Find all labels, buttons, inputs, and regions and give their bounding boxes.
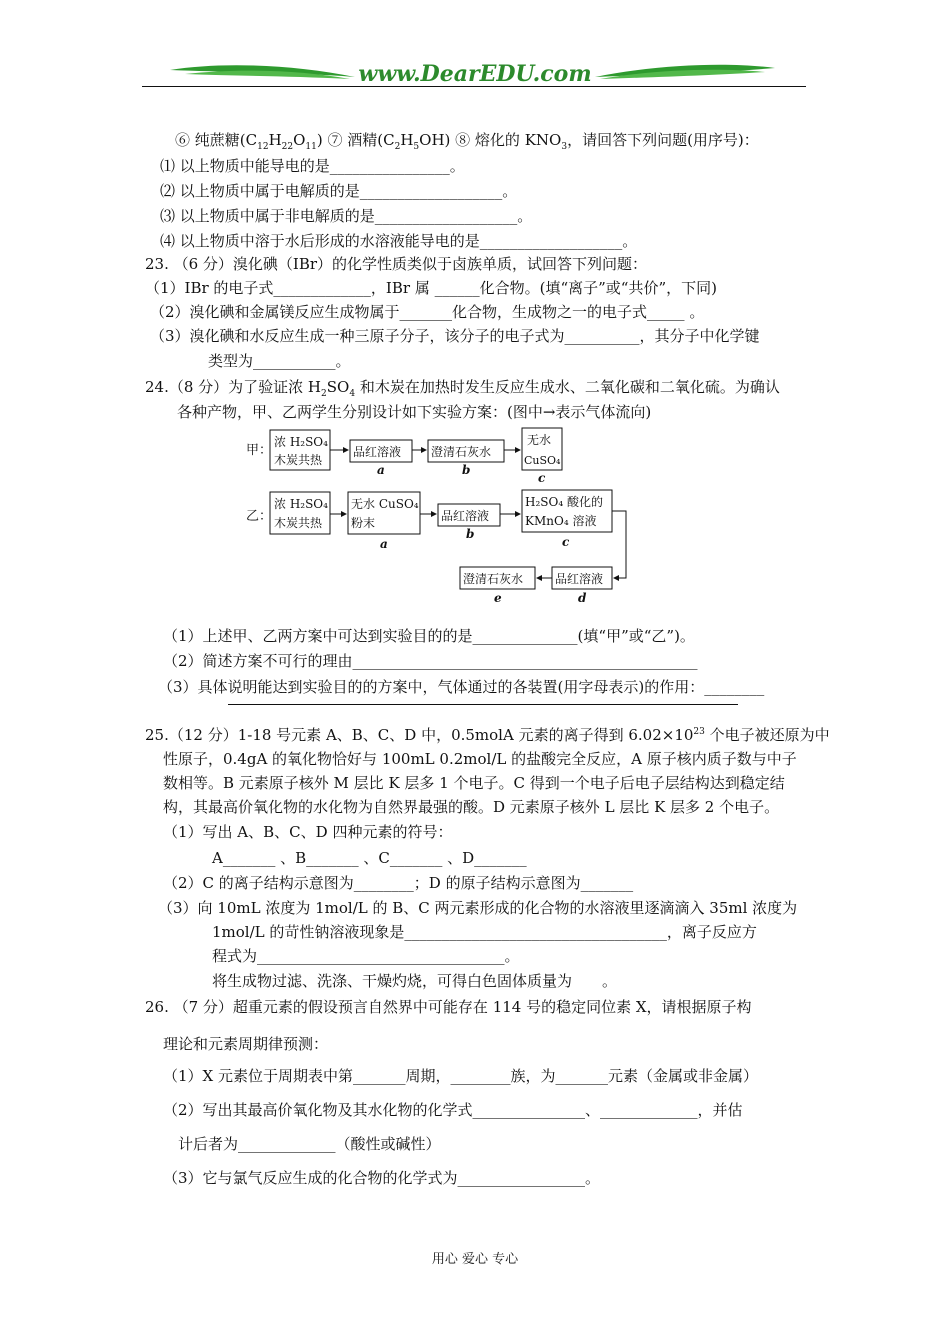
text-line: 25.（12 分）1-18 号元素 A、B、C、D 中，0.5molA 元素的离子得到 $6.02\times 10^{23}$ 个电子被还原为中 <box>145 726 830 744</box>
text-line: 1mol/L 的苛性钠溶液现象是___________________________________，离子反应方 <box>212 923 757 941</box>
text-line: 程式为_________________________________。 <box>212 947 520 965</box>
scheme-jia-label: 甲： <box>246 443 273 458</box>
text-line: 数相等。B 元素原子核外 M 层比 K 层多 1 个电子。C 得到一个电子后电子层结构达到稳定结 <box>163 774 785 792</box>
yi-box-c-line1: H₂SO₄ 酸化的 <box>525 495 603 509</box>
text-line: 24.（8 分）为了验证浓 $H_2SO_4$ 和木炭在加热时发生反应生成水、二氧化碳和二氧化硫。为确认 <box>145 378 780 399</box>
text-line: （1）写出 A、B、C、D 四种元素的符号： <box>163 823 453 841</box>
text-line: 将生成物过滤、洗涤、干燥灼烧，可得白色固体质量为 。 <box>212 972 618 990</box>
logo-text: www.DearEDU.com <box>358 61 592 87</box>
text-line: （3）溴化碘和水反应生成一种三原子分子，该分子的电子式为__________，其分子中化学键 <box>150 327 760 345</box>
yi-box1-line1: 浓 H₂SO₄ <box>274 497 328 511</box>
text-line: 理论和元素周期律预测： <box>163 1035 329 1053</box>
scheme-yi-label: 乙： <box>246 509 273 524</box>
yi-box-c-line2: KMnO₄ 溶液 <box>525 514 597 528</box>
text-line: A_______ 、B_______ 、C_______ 、D_______ <box>212 849 527 867</box>
jia-box-b-label: 澄清石灰水 <box>431 445 492 459</box>
experiment-diagram <box>240 420 640 610</box>
yi-letter-a: a <box>380 537 388 551</box>
text-line: 各种产物，甲、乙两学生分别设计如下实验方案：(图中→表示气体流向) <box>177 403 652 421</box>
text-line: （2）写出其最高价氧化物及其水化物的化学式_______________、_____________，并估 <box>163 1101 743 1119</box>
text-line: （2）溴化碘和金属镁反应生成物属于_______化合物，生成物之一的电子式_____ 。 <box>150 303 705 321</box>
text-line: 构，其最高价氧化物的水化物为自然界最强的酸。D 元素原子核外 L 层比 K 层多 2 个电子。 <box>163 798 780 816</box>
text-line: 性原子，0.4gA 的氧化物恰好与 100mL 0.2mol/L 的盐酸完全反应，A 原子核内质子数与中子 <box>163 750 797 768</box>
page-footer: 用心 爱心 专心 <box>431 1252 519 1267</box>
jia-box1-line2: 木炭共热 <box>274 453 323 467</box>
header-rule <box>142 86 806 87</box>
yi-letter-c: c <box>562 535 570 549</box>
jia-letter-c: c <box>538 471 546 485</box>
jia-letter-a: a <box>377 463 385 477</box>
yi-box-e-label: 澄清石灰水 <box>463 572 524 586</box>
yi-box-a-line1: 无水 CuSO₄ <box>351 497 419 511</box>
jia-box-c-line2: CuSO₄ <box>524 454 561 467</box>
text-line: ⑥ 纯蔗糖$(C_{12}H_{22}O_{11})$ ⑦ 酒精$(C_2H_5OH)$ ⑧ 熔化的 $KNO_3$，请回答下列问题(用序号)： <box>175 131 759 152</box>
text-line: （3）向 10mL 浓度为 1mol/L 的 B、C 两元素形成的化合物的水溶液里逐滴滴入 35ml 浓度为 <box>158 899 798 917</box>
text-line: （1）上述甲、乙两方案中可达到实验目的的是______________(填“甲”或“乙”)。 <box>163 627 695 645</box>
yi-letter-d: d <box>578 591 587 605</box>
text-line: ⑶ 以上物质中属于非电解质的是___________________。 <box>160 207 533 225</box>
text-line: （2）简述方案不可行的理由______________________________________________ <box>163 652 698 670</box>
answer-blank-line <box>228 704 738 705</box>
yi-box-a-line2: 粉末 <box>351 516 376 530</box>
text-line: 23. （6 分）溴化碘（IBr）的化学性质类似于卤族单质，试回答下列问题： <box>145 255 648 273</box>
jia-box-c-line1: 无水 <box>527 433 552 447</box>
yi-letter-b: b <box>466 527 475 541</box>
text-line: （1）IBr 的电子式_____________，IBr 属 ______化合物。(填“离子”或“共价”，下同) <box>145 279 717 297</box>
jia-box-a-label: 品红溶液 <box>353 445 402 459</box>
text-line: 计后者为_____________（酸性或碱性） <box>178 1135 441 1153</box>
text-line: 26. （7 分）超重元素的假设预言自然界中可能存在 114 号的稳定同位素 X，请根据原子构 <box>145 998 752 1016</box>
text-line: ⑴ 以上物质中能导电的是________________。 <box>160 157 465 175</box>
jia-letter-b: b <box>462 463 471 477</box>
text-line: （3）它与氯气反应生成的化合物的化学式为_________________。 <box>163 1169 601 1187</box>
text-line: （3）具体说明能达到实验目的的方案中，气体通过的各装置(用字母表示)的作用：________ <box>158 678 765 696</box>
yi-letter-e: e <box>494 591 502 605</box>
yi-box1-line2: 木炭共热 <box>274 516 323 530</box>
text-line: （2）C 的离子结构示意图为________；D 的原子结构示意图为_______ <box>163 874 634 892</box>
flow-line <box>612 511 626 578</box>
yi-box-d-label: 品红溶液 <box>555 572 604 586</box>
text-line: （1）X 元素位于周期表中第_______周期，________族，为_______元素（金属或非金属） <box>163 1067 758 1085</box>
yi-box-b-label: 品红溶液 <box>441 509 490 523</box>
text-line: ⑵ 以上物质中属于电解质的是___________________。 <box>160 182 518 200</box>
jia-box1-line1: 浓 H₂SO₄ <box>274 435 328 449</box>
text-line: ⑷ 以上物质中溶于水后形成的水溶液能导电的是___________________。 <box>160 232 638 250</box>
text-line: 类型为___________。 <box>208 352 351 370</box>
